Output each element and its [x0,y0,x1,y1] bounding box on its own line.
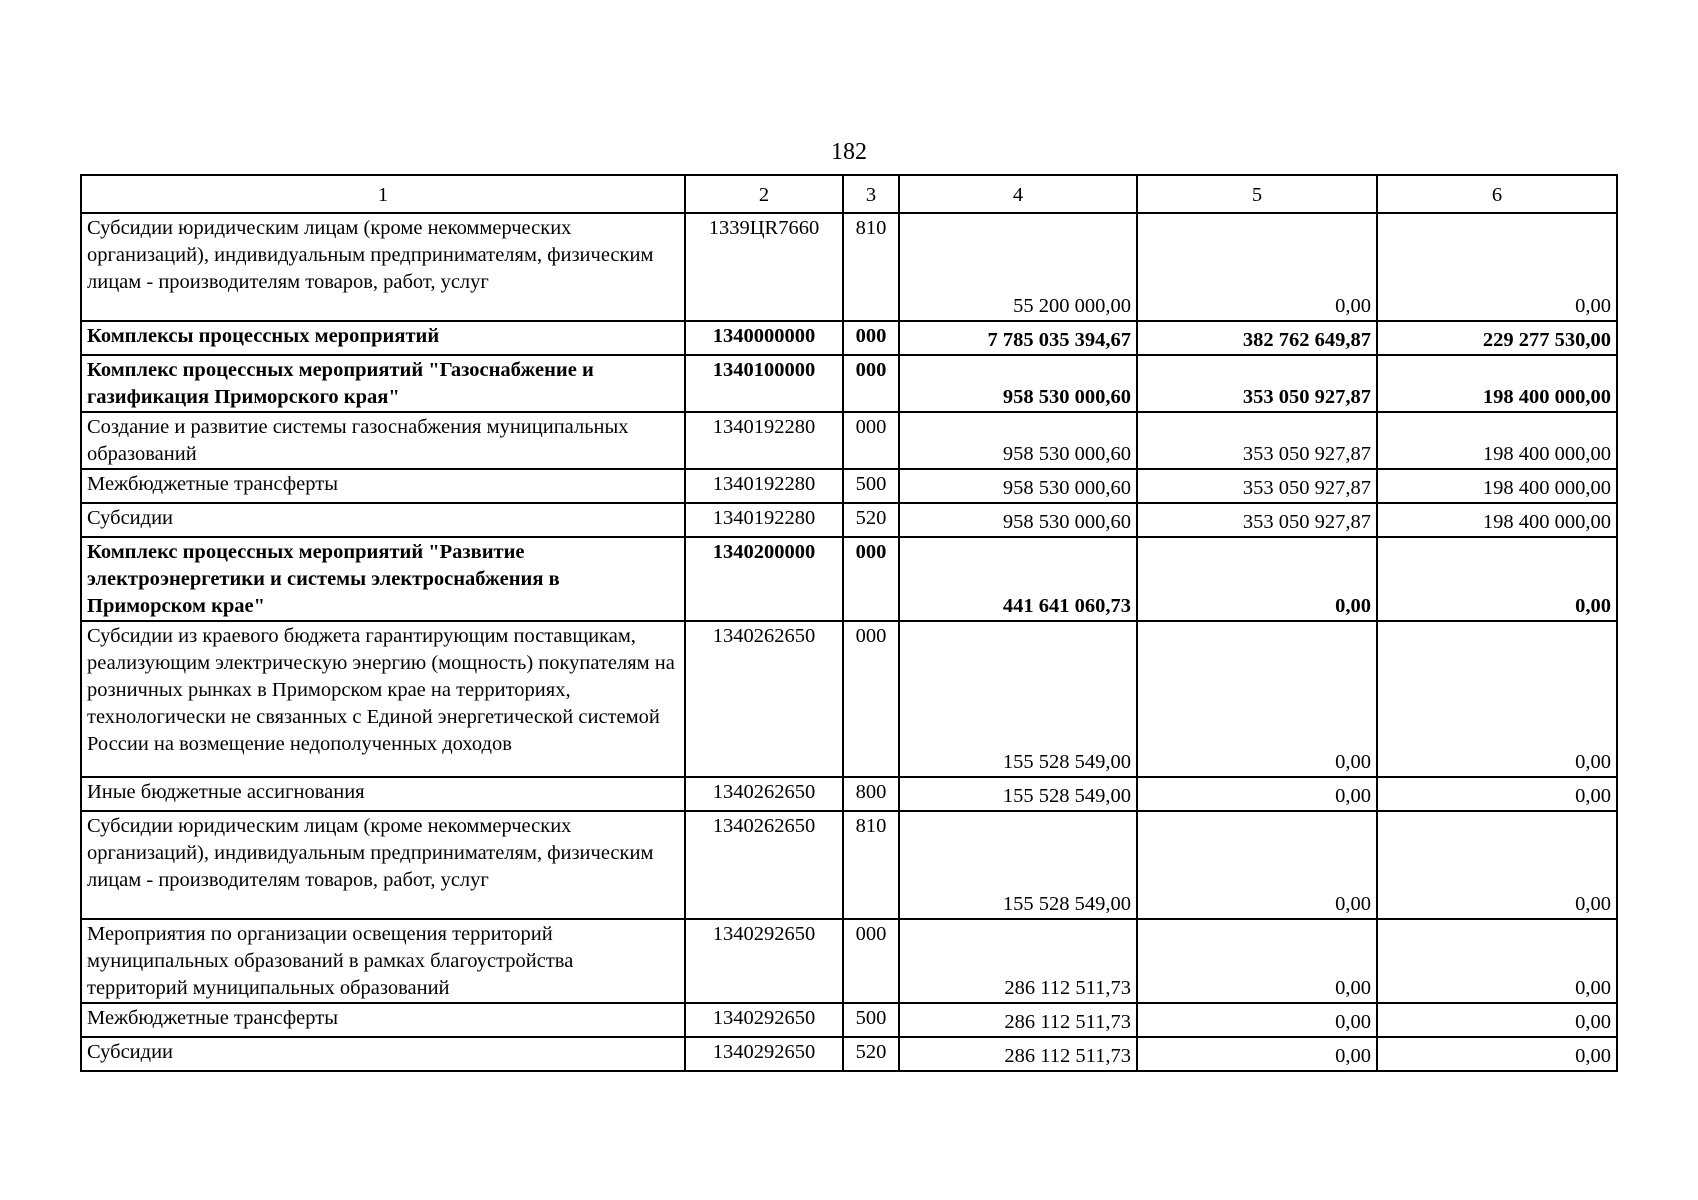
row-value-col5: 0,00 [1137,1037,1377,1071]
row-code: 1340000000 [685,321,843,355]
column-header: 4 [899,175,1137,213]
table-row [81,777,1617,811]
row-expense-type: 800 [843,777,899,811]
row-expense-type: 500 [843,469,899,503]
row-value-col5: 353 050 927,87 [1137,503,1377,537]
row-value-col5: 353 050 927,87 [1137,469,1377,503]
row-expense-type: 500 [843,1003,899,1037]
row-code: 1339ЦR7660 [685,213,843,321]
header-row [81,175,1617,213]
row-value-col5: 382 762 649,87 [1137,321,1377,355]
row-name: Субсидии [81,1037,685,1071]
row-value-col4: 958 530 000,60 [899,355,1137,412]
row-code: 1340292650 [685,1037,843,1071]
table-row [81,537,1617,621]
row-code: 1340262650 [685,811,843,919]
row-expense-type: 520 [843,1037,899,1071]
row-value-col5: 0,00 [1137,1003,1377,1037]
row-value-col5: 353 050 927,87 [1137,355,1377,412]
budget-table [80,174,1618,1072]
table-row [81,1003,1617,1037]
row-code: 1340192280 [685,469,843,503]
row-name: Комплекс процессных мероприятий "Газоснабжение и газификация Приморского края" [81,355,685,412]
row-expense-type: 000 [843,537,899,621]
row-value-col5: 0,00 [1137,777,1377,811]
row-value-col4: 7 785 035 394,67 [899,321,1137,355]
row-value-col5: 0,00 [1137,213,1377,321]
table-row [81,412,1617,469]
row-value-col6: 198 400 000,00 [1377,355,1617,412]
row-name: Межбюджетные трансферты [81,469,685,503]
table-row [81,321,1617,355]
row-value-col4: 55 200 000,00 [899,213,1137,321]
row-name: Субсидии из краевого бюджета гарантирующим поставщикам, реализующим электрическую энергию (мощность) покупателям на розничных рынках в Приморском крае на территориях, технологически не связанных с Единой энергетической системой России на возмещение недополученных доходов [81,621,685,777]
row-name: Субсидии юридическим лицам (кроме некоммерческих организаций), индивидуальным предпринимателям, физическим лицам - производителям товаров, работ, услуг [81,811,685,919]
row-name: Субсидии юридическим лицам (кроме некоммерческих организаций), индивидуальным предпринимателям, физическим лицам - производителям товаров, работ, услуг [81,213,685,321]
row-value-col6: 198 400 000,00 [1377,503,1617,537]
row-value-col6: 0,00 [1377,1037,1617,1071]
row-value-col6: 198 400 000,00 [1377,412,1617,469]
page-number: 182 [831,139,867,165]
row-value-col5: 0,00 [1137,537,1377,621]
row-value-col4: 441 641 060,73 [899,537,1137,621]
row-value-col4: 958 530 000,60 [899,503,1137,537]
row-value-col5: 353 050 927,87 [1137,412,1377,469]
column-header: 6 [1377,175,1617,213]
row-value-col4: 155 528 549,00 [899,811,1137,919]
row-expense-type: 810 [843,213,899,321]
table-row [81,469,1617,503]
row-expense-type: 000 [843,412,899,469]
row-value-col5: 0,00 [1137,919,1377,1003]
table-row [81,1037,1617,1071]
row-name: Комплекс процессных мероприятий "Развитие электроэнергетики и системы электроснабжения в Приморском крае" [81,537,685,621]
row-expense-type: 000 [843,355,899,412]
column-header: 1 [81,175,685,213]
row-name: Комплексы процессных мероприятий [81,321,685,355]
row-name: Создание и развитие системы газоснабжения муниципальных образований [81,412,685,469]
table-row [81,919,1617,1003]
row-value-col6: 198 400 000,00 [1377,469,1617,503]
table-row [81,355,1617,412]
row-expense-type: 000 [843,321,899,355]
row-value-col6: 0,00 [1377,537,1617,621]
row-value-col5: 0,00 [1137,811,1377,919]
row-name: Межбюджетные трансферты [81,1003,685,1037]
row-value-col6: 0,00 [1377,919,1617,1003]
row-value-col4: 286 112 511,73 [899,1037,1137,1071]
table-row [81,621,1617,777]
row-value-col6: 0,00 [1377,213,1617,321]
row-value-col4: 286 112 511,73 [899,919,1137,1003]
row-value-col4: 958 530 000,60 [899,469,1137,503]
row-value-col4: 155 528 549,00 [899,621,1137,777]
column-header: 5 [1137,175,1377,213]
table-row [81,213,1617,321]
row-name: Субсидии [81,503,685,537]
row-value-col6: 229 277 530,00 [1377,321,1617,355]
row-code: 1340192280 [685,412,843,469]
column-header: 3 [843,175,899,213]
row-value-col4: 155 528 549,00 [899,777,1137,811]
row-value-col6: 0,00 [1377,1003,1617,1037]
row-value-col6: 0,00 [1377,811,1617,919]
column-header: 2 [685,175,843,213]
row-value-col4: 958 530 000,60 [899,412,1137,469]
row-name: Иные бюджетные ассигнования [81,777,685,811]
table-row [81,503,1617,537]
table-row [81,811,1617,919]
row-code: 1340100000 [685,355,843,412]
row-value-col5: 0,00 [1137,621,1377,777]
row-code: 1340292650 [685,1003,843,1037]
row-expense-type: 520 [843,503,899,537]
row-code: 1340262650 [685,777,843,811]
row-expense-type: 000 [843,621,899,777]
row-code: 1340192280 [685,503,843,537]
row-code: 1340200000 [685,537,843,621]
row-code: 1340262650 [685,621,843,777]
row-value-col6: 0,00 [1377,777,1617,811]
row-value-col4: 286 112 511,73 [899,1003,1137,1037]
row-expense-type: 000 [843,919,899,1003]
row-name: Мероприятия по организации освещения территорий муниципальных образований в рамках благоустройства территорий муниципальных образований [81,919,685,1003]
row-expense-type: 810 [843,811,899,919]
row-code: 1340292650 [685,919,843,1003]
row-value-col6: 0,00 [1377,621,1617,777]
